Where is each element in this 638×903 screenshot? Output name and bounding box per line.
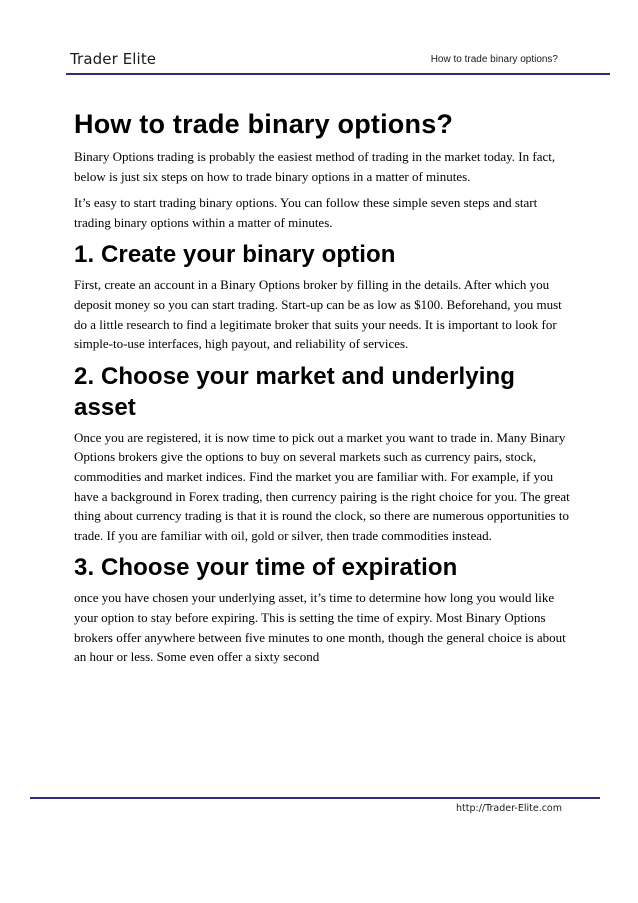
header-brand: Trader Elite (70, 50, 157, 68)
intro-paragraph: It’s easy to start trading binary options. You can follow these simple seven steps and start trading binary options within a matter of minutes. (74, 195, 538, 230)
document-body (74, 106, 574, 674)
header-doc-title: How to trade binary options? (430, 54, 558, 65)
section-body-choose-market: Once you are registered, it is now time to pick out a market you want to trade in. Many Binary Options brokers give the options to buy on several markets such as currency pairs, stock, commodities and market indices. Find the market you are familiar with. For example, if you have a background in Forex trading, then currency pairing is the right choice for you. The great thing about currency trading is that it is round the clock, so there are numerous opportunities to trade. If you are familiar with oil, gold or silver, then trade commodities instead. (74, 429, 570, 543)
header-rule (66, 73, 610, 75)
section-heading-expiration: 3. Choose your time of expiration (74, 554, 458, 582)
section-heading-choose-market: 2. Choose your market and underlying asset (74, 362, 516, 421)
page-title: How to trade binary options? (74, 109, 454, 139)
footer-rule (30, 797, 600, 799)
footer-url: http://Trader-Elite.com (456, 803, 562, 814)
intro-paragraph: Binary Options trading is probably the easiest method of trading in the market today. In fact, below is just six steps on how to trade binary options in a matter of minutes. (74, 149, 556, 184)
section-heading-create-option: 1. Create your binary option (74, 241, 396, 269)
section-body-create-option: First, create an account in a Binary Options broker by filling in the details. After which you deposit money so you can start trading. Start-up can be as low as $100. Beforehand, you must do a little research to find a legitimate broker that suits your needs. It is important to look for simple-to-use interfaces, high payout, and reliability of services. (74, 277, 562, 352)
section-body-expiration: once you have chosen your underlying asset, it’s time to determine how long you would like your option to stay before expiring. This is setting the time of expiry. Most Binary Options brokers offer anywhere between five minutes to one month, though the general choice is about an hour or less. Some even offer a sixty second (74, 590, 566, 665)
